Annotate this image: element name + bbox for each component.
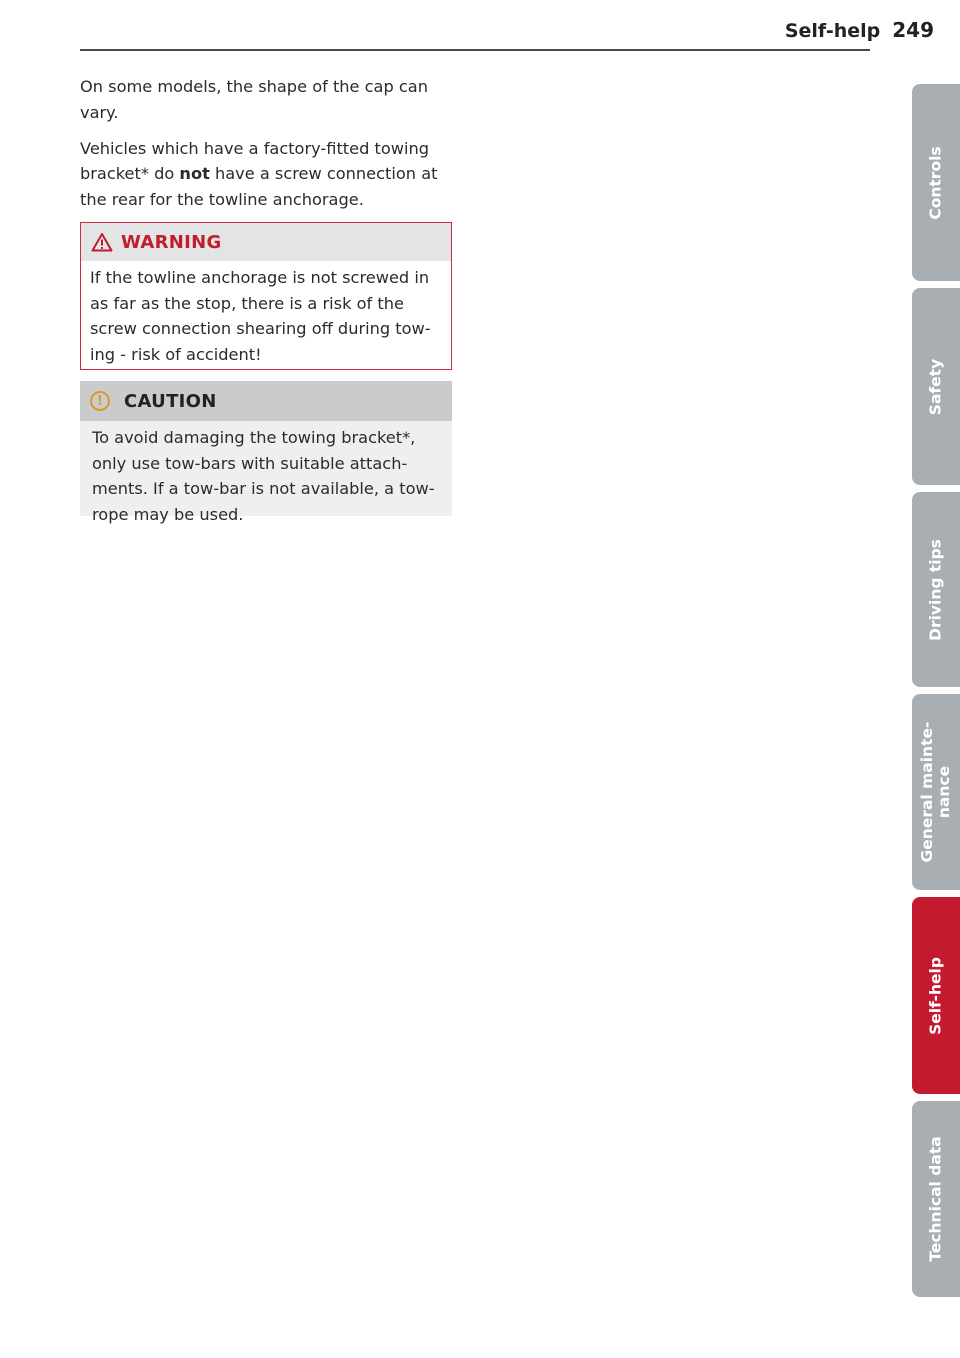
paragraph-towing-bracket: Vehicles which have a factory-fitted towing bracket* do not have a screw connection at the rear for the towline anchorage. [80, 138, 438, 210]
page-header [785, 18, 934, 42]
warning-box [80, 222, 452, 370]
caution-text: To avoid damaging the towing bracket*, only use tow-bars with suitable attach-ments. If a tow-bar is not available, a tow-rope may be used. [92, 428, 435, 524]
caution-header [80, 381, 452, 421]
paragraph-cap-shape: On some models, the shape of the cap can vary. [80, 77, 428, 122]
caution-exclamation-icon: ! [90, 391, 110, 411]
caution-title: CAUTION [124, 390, 217, 412]
body-text [80, 74, 452, 223]
tab-general-maintenance[interactable]: General mainte- nance [912, 694, 960, 890]
tab-technical-data[interactable]: Technical data [912, 1101, 960, 1297]
section-title: Self-help [784, 20, 881, 42]
tab-driving-tips[interactable]: Driving tips [912, 492, 960, 687]
warning-header [81, 223, 451, 261]
tab-self-help[interactable]: Self-help [912, 897, 960, 1094]
tab-controls[interactable]: Controls [912, 84, 960, 281]
caution-box [80, 381, 452, 524]
emphasis-not: not [179, 164, 210, 184]
header-rule [80, 49, 870, 51]
tab-safety[interactable]: Safety [912, 288, 960, 485]
warning-triangle-icon [91, 232, 113, 252]
warning-title: WARNING [121, 231, 222, 253]
page-number: 249 [892, 18, 934, 42]
warning-text: If the towline anchorage is not screwed in as far as the stop, there is a risk of the screw connection shearing off during tow-ing - risk of accident! [90, 268, 431, 364]
